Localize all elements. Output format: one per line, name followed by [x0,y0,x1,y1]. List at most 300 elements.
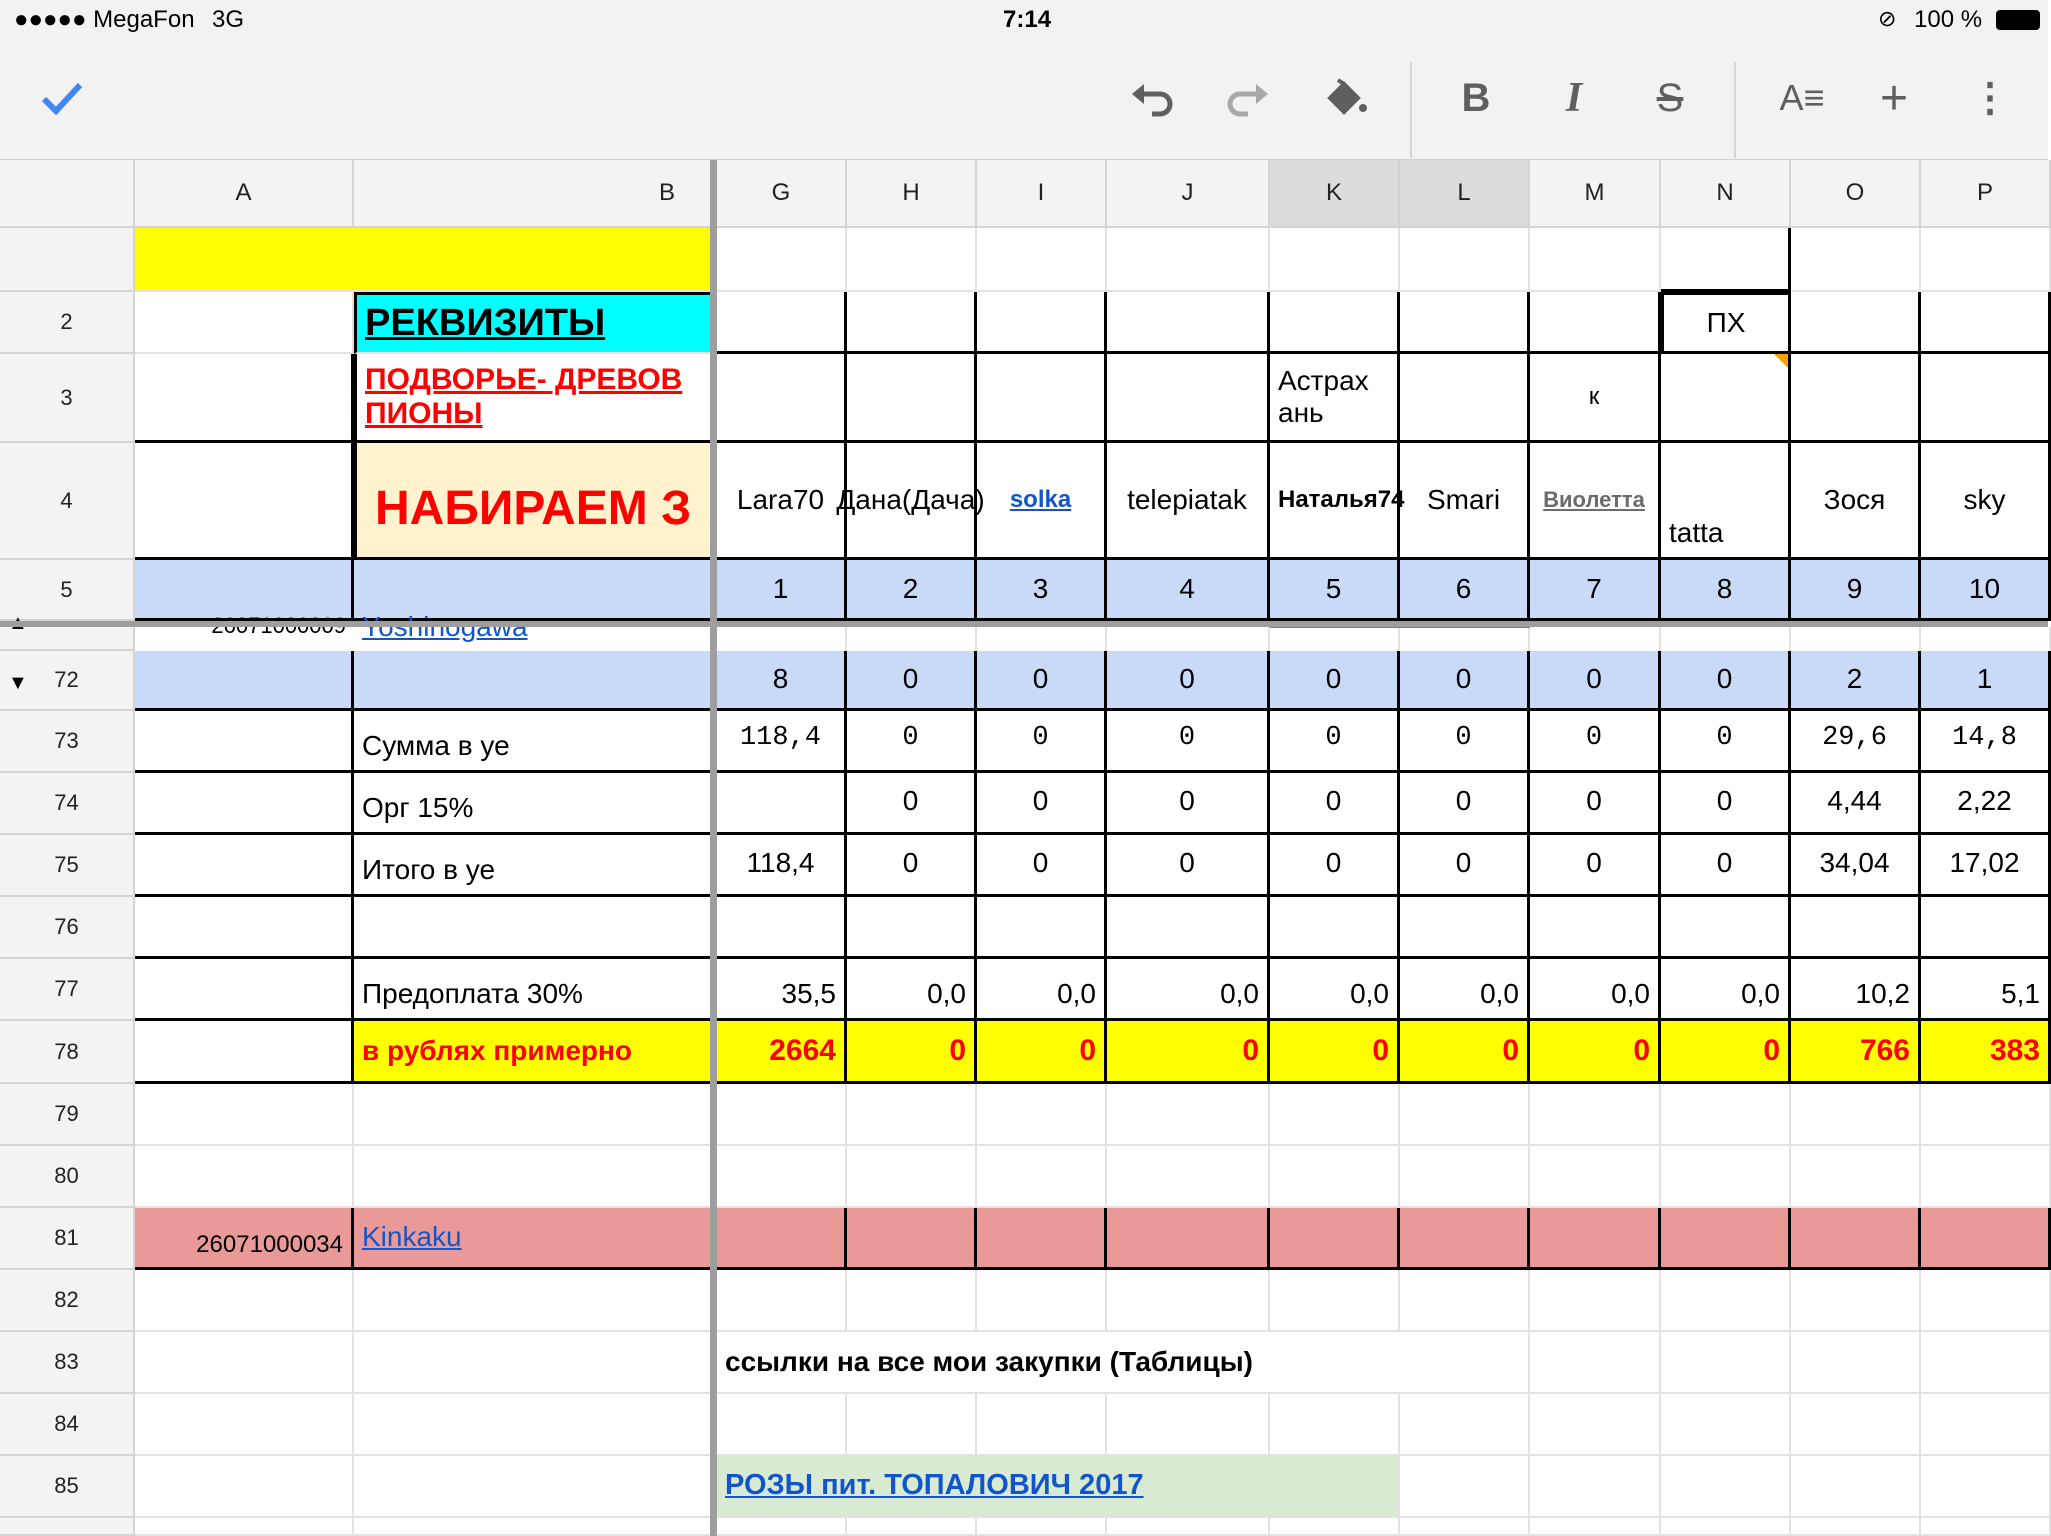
partial-cell[interactable] [717,627,847,651]
r82-cell[interactable] [717,1270,847,1332]
value-r77-text: 0,0 [1741,977,1780,1009]
r86-cell[interactable] [1400,1518,1530,1536]
rubles-value[interactable] [1530,1021,1661,1084]
r80-cell[interactable] [1661,1146,1791,1208]
rubles-value[interactable] [1661,1021,1791,1084]
value-r74[interactable] [1400,773,1530,835]
partial-cell[interactable] [1791,627,1921,651]
participant-7[interactable] [1530,443,1661,560]
r76-cell[interactable] [1921,897,2051,959]
value-r77[interactable] [977,959,1107,1021]
value-r73[interactable] [1661,711,1791,773]
r79-cell[interactable] [135,1084,354,1146]
r81-cell[interactable] [1791,1208,1921,1270]
r81-cell[interactable] [1270,1208,1400,1270]
r2-cell[interactable] [1791,292,1921,354]
a5-cell[interactable] [135,560,354,621]
r80-cell[interactable] [717,1146,847,1208]
value-r73[interactable] [1530,711,1661,773]
r76-cell[interactable] [1400,897,1530,959]
value-r75[interactable] [1921,835,2051,897]
participant-6-text: Smari [1426,483,1501,515]
value-r74[interactable] [1661,773,1791,835]
value-r75[interactable] [1400,835,1530,897]
r84-cell[interactable] [977,1394,1107,1456]
r79-cell[interactable] [1270,1084,1400,1146]
rubles-value-text: 2664 [769,1033,836,1067]
m3-cell[interactable] [1530,354,1661,443]
spreadsheet-grid[interactable] [0,160,2048,1536]
r82-cell[interactable] [1791,1270,1921,1332]
row-header-r74[interactable] [0,773,135,835]
r1-cell[interactable] [717,228,847,292]
count-cell[interactable] [1270,651,1400,711]
count-cell[interactable] [1661,651,1791,711]
value-r75[interactable] [977,835,1107,897]
r81-cell[interactable] [1921,1208,2051,1270]
row-header-r4[interactable] [0,443,135,560]
column-header-B[interactable] [354,160,717,228]
r82-cell[interactable] [354,1270,717,1332]
value-r75[interactable] [1107,835,1270,897]
value-r74[interactable] [977,773,1107,835]
r85-cell[interactable] [1400,1456,1530,1518]
participant-10[interactable] [1921,443,2051,560]
r1-cell[interactable] [1791,228,1921,292]
value-r74[interactable] [1921,773,2051,835]
rubles-value[interactable] [1791,1021,1921,1084]
value-r75[interactable] [1530,835,1661,897]
r3-cell[interactable] [1400,354,1530,443]
r1-cell[interactable] [1921,228,2051,292]
r82-cell[interactable] [1661,1270,1791,1332]
value-r74-text: 4,44 [1827,785,1882,816]
participant-8[interactable] [1661,443,1791,560]
count-cell[interactable] [1400,651,1530,711]
column-header-N[interactable] [1661,160,1791,228]
row-header-r2[interactable] [0,292,135,354]
r86-cell[interactable] [135,1518,354,1536]
r86-cell[interactable] [977,1518,1107,1536]
row-header-r86[interactable] [0,1518,135,1536]
label-r75[interactable] [354,835,717,897]
r79-cell[interactable] [977,1084,1107,1146]
row-header-r1[interactable] [0,228,135,292]
partial-cell[interactable] [1661,627,1791,651]
r84-cell[interactable] [1530,1394,1661,1456]
participant-number[interactable] [1791,560,1921,621]
participant-number[interactable] [1530,560,1661,621]
participant-number[interactable] [1661,560,1791,621]
r79-cell[interactable] [1107,1084,1270,1146]
participant-number[interactable] [1400,560,1530,621]
row-header-r77[interactable] [0,959,135,1021]
row-header-r81[interactable] [0,1208,135,1270]
r80-cell[interactable] [1400,1146,1530,1208]
r82-cell[interactable] [1107,1270,1270,1332]
r79-cell[interactable] [717,1084,847,1146]
value-r73[interactable] [1791,711,1921,773]
count-cell[interactable] [977,651,1107,711]
rubles-value-text: 0 [949,1033,966,1067]
column-header-P[interactable] [1921,160,2051,228]
value-r74[interactable] [1270,773,1400,835]
r80-cell[interactable] [135,1146,354,1208]
row-header-r79[interactable] [0,1084,135,1146]
r76-cell[interactable] [1270,897,1400,959]
r76-cell[interactable] [847,897,977,959]
row-header-r83[interactable] [0,1332,135,1394]
value-r77[interactable] [1530,959,1661,1021]
column-header-I[interactable] [977,160,1107,228]
r76-cell[interactable] [135,897,354,959]
r2-cell[interactable] [1921,292,2051,354]
r3-cell[interactable] [1791,354,1921,443]
r79-cell[interactable] [847,1084,977,1146]
r76-cell[interactable] [1530,897,1661,959]
value-r77-text: 5,1 [2001,977,2040,1009]
r85-cell[interactable] [1921,1456,2051,1518]
r2-cell[interactable] [1107,292,1270,354]
participant-2[interactable] [836,443,985,560]
r80-cell[interactable] [1107,1146,1270,1208]
row-header-r3[interactable] [0,354,135,443]
r84-cell[interactable] [1270,1394,1400,1456]
r2-cell[interactable] [847,292,977,354]
count-cell[interactable] [1530,651,1661,711]
k3-text: Астрах [1278,364,1369,396]
bold-button[interactable]: B [1461,75,1491,120]
r3-cell[interactable] [847,354,977,443]
article-code[interactable] [135,1208,354,1270]
value-r73[interactable] [717,711,847,773]
r86-cell[interactable] [717,1518,847,1536]
row-header-r82[interactable] [0,1270,135,1332]
r85-cell[interactable] [1791,1456,1921,1518]
r80-cell[interactable] [1530,1146,1661,1208]
r79-cell[interactable] [354,1084,717,1146]
r76-cell[interactable] [354,897,717,959]
r84-cell[interactable] [1400,1394,1530,1456]
partial-code[interactable] [135,613,354,651]
a78-cell[interactable] [135,1021,354,1084]
r82-cell[interactable] [135,1270,354,1332]
row-header-r73[interactable] [0,711,135,773]
r2-cell[interactable] [1530,292,1661,354]
requisites-heading[interactable] [354,292,717,354]
rubles-value[interactable] [847,1021,977,1084]
r82-cell[interactable] [1530,1270,1661,1332]
value-r74[interactable] [847,773,977,835]
r76-cell[interactable] [1791,897,1921,959]
partial-cell[interactable] [1107,627,1270,651]
a-r77[interactable] [135,959,354,1021]
r80-cell[interactable] [1270,1146,1400,1208]
row-header-r3-text: 3 [60,384,73,410]
value-r73[interactable] [1921,711,2051,773]
r3-cell[interactable] [1921,354,2051,443]
a83-cell[interactable] [135,1332,354,1394]
r2-cell[interactable] [717,292,847,354]
value-r77[interactable] [1400,959,1530,1021]
rubles-value[interactable] [977,1021,1107,1084]
r79-cell[interactable] [1661,1084,1791,1146]
r79-cell[interactable] [1791,1084,1921,1146]
column-header-A[interactable] [135,160,354,228]
value-r74[interactable] [1107,773,1270,835]
participant-number[interactable] [1921,560,2051,621]
value-r75[interactable] [1661,835,1791,897]
value-r77[interactable] [717,959,847,1021]
value-r75[interactable] [717,835,847,897]
participant-number[interactable] [1107,560,1270,621]
r84-cell[interactable] [1921,1394,2051,1456]
kinkaku-link[interactable] [354,1208,717,1270]
partial-cell[interactable] [1270,627,1400,651]
column-header-J[interactable] [1107,160,1270,228]
value-r75[interactable] [1791,835,1921,897]
r85-cell[interactable] [1661,1456,1791,1518]
r86-cell[interactable] [847,1518,977,1536]
undo-icon[interactable] [1112,58,1192,138]
r1-cell[interactable] [1661,228,1791,292]
participant-number[interactable] [717,560,847,621]
r76-cell[interactable] [977,897,1107,959]
purchases-links-caption[interactable] [717,1332,1530,1394]
column-header-L[interactable] [1400,160,1530,228]
r81-cell[interactable] [1400,1208,1530,1270]
r83-cell[interactable] [1791,1332,1921,1394]
a2-cell[interactable] [135,292,354,354]
partial-link[interactable] [354,611,717,651]
r84-cell[interactable] [135,1394,354,1456]
r86-cell[interactable] [1530,1518,1661,1536]
r79-cell[interactable] [1921,1084,2051,1146]
r2-cell[interactable] [1400,292,1530,354]
participant-3[interactable] [977,443,1107,560]
r1-cell[interactable] [1270,228,1400,292]
partial-cell[interactable] [847,627,977,651]
a72-cell[interactable] [135,651,354,711]
value-r77[interactable] [1107,959,1270,1021]
more-options-icon[interactable]: ⋮ [1970,76,2010,120]
label-r73[interactable] [354,711,717,773]
count-cell[interactable] [1921,651,2051,711]
value-r73[interactable] [847,711,977,773]
r84-cell[interactable] [1791,1394,1921,1456]
row-header-r80[interactable] [0,1146,135,1208]
participant-9[interactable] [1791,443,1921,560]
frozen-row-divider[interactable] [0,621,2048,627]
comment-indicator[interactable] [1774,354,1788,368]
count-cell-text: 0 [1586,663,1602,695]
fill-color-icon[interactable] [1306,58,1386,138]
column-header-H[interactable] [847,160,977,228]
r81-cell[interactable] [717,1208,847,1270]
strikethrough-button[interactable]: S [1656,75,1684,120]
participant-6[interactable] [1400,443,1530,560]
value-r73[interactable] [1400,711,1530,773]
text-format-icon[interactable]: A≡ [1779,77,1825,118]
a-r75[interactable] [135,835,354,897]
r84-cell[interactable] [717,1394,847,1456]
r81-cell[interactable] [1107,1208,1270,1270]
r86-cell[interactable] [1791,1518,1921,1536]
r82-cell[interactable] [1270,1270,1400,1332]
supplier-title[interactable] [354,354,717,443]
participant-number[interactable] [847,560,977,621]
row-header-r84[interactable] [0,1394,135,1456]
r82-cell[interactable] [1400,1270,1530,1332]
r2-cell[interactable] [977,292,1107,354]
n3-cell[interactable] [1661,354,1791,443]
r84-cell[interactable] [1107,1394,1270,1456]
r81-cell[interactable] [847,1208,977,1270]
roses-link[interactable] [717,1456,1400,1518]
count-cell[interactable] [1791,651,1921,711]
r86-cell[interactable] [354,1518,717,1536]
r1-cell[interactable] [847,228,977,292]
b72-cell[interactable] [354,651,717,711]
r83-cell[interactable] [1530,1332,1661,1394]
value-r75[interactable] [847,835,977,897]
b85-cell[interactable] [354,1456,717,1518]
row-header-r76[interactable] [0,897,135,959]
row-header-r78[interactable] [0,1021,135,1084]
r3-cell[interactable] [1107,354,1270,443]
r1-cell[interactable] [1400,228,1530,292]
r81-cell[interactable] [1661,1208,1791,1270]
r1-cell[interactable] [1107,228,1270,292]
column-header-M[interactable] [1530,160,1661,228]
r83-cell[interactable] [1921,1332,2051,1394]
r86-cell[interactable] [1270,1518,1400,1536]
label-r77[interactable] [354,959,717,1021]
r80-cell[interactable] [1791,1146,1921,1208]
r85-cell[interactable] [1530,1456,1661,1518]
column-header-O[interactable] [1791,160,1921,228]
a3-cell[interactable] [135,354,354,443]
row-header-r75[interactable] [0,835,135,897]
r80-cell[interactable] [1921,1146,2051,1208]
value-r73[interactable] [1270,711,1400,773]
label-r74[interactable] [354,773,717,835]
participant-5[interactable] [1270,443,1405,560]
partial-cell[interactable] [1400,627,1530,651]
rubles-value[interactable] [1107,1021,1270,1084]
value-r74[interactable] [1791,773,1921,835]
r84-cell[interactable] [847,1394,977,1456]
rubles-value[interactable] [1270,1021,1400,1084]
participant-4[interactable] [1107,443,1270,560]
r2-cell[interactable] [1270,292,1400,354]
insert-button[interactable]: + [1879,71,1909,125]
column-header-G[interactable] [717,160,847,228]
rubles-value[interactable] [1400,1021,1530,1084]
a4-cell[interactable] [135,443,354,560]
r81-cell[interactable] [1530,1208,1661,1270]
banner-cell[interactable] [135,228,717,292]
a-r73[interactable] [135,711,354,773]
count-cell[interactable] [1107,651,1270,711]
participant-number[interactable] [977,560,1107,621]
k3-cell[interactable] [1270,354,1400,443]
value-r77[interactable] [1661,959,1791,1021]
collapse-down-icon[interactable]: ▼ [8,672,28,694]
r80-cell[interactable] [977,1146,1107,1208]
done-check-icon[interactable] [22,58,102,138]
count-cell[interactable] [847,651,977,711]
r84-cell[interactable] [354,1394,717,1456]
participant-1[interactable] [717,443,847,560]
recruiting-banner[interactable] [354,443,717,560]
value-r77[interactable] [1270,959,1400,1021]
r84-cell[interactable] [1661,1394,1791,1456]
rubles-value-text: 0 [1633,1033,1650,1067]
count-cell[interactable] [717,651,847,711]
r1-cell[interactable] [1530,228,1661,292]
r81-cell[interactable] [977,1208,1107,1270]
value-r77[interactable] [847,959,977,1021]
r80-cell[interactable] [847,1146,977,1208]
r76-cell[interactable] [1661,897,1791,959]
value-r77[interactable] [1791,959,1921,1021]
r79-cell[interactable] [1400,1084,1530,1146]
value-r73[interactable] [977,711,1107,773]
r80-cell[interactable] [354,1146,717,1208]
a-r74[interactable] [135,773,354,835]
italic-button[interactable]: I [1565,75,1583,121]
value-r77[interactable] [1921,959,2051,1021]
a85-cell[interactable] [135,1456,354,1518]
r3-cell[interactable] [977,354,1107,443]
value-r74-text: 0 [1032,785,1049,816]
value-r75[interactable] [1270,835,1400,897]
b83-cell[interactable] [354,1332,717,1394]
corner-cell[interactable] [0,160,135,228]
row-header-r85[interactable] [0,1456,135,1518]
value-r73[interactable] [1107,711,1270,773]
partial-cell[interactable] [1921,627,2051,651]
r83-cell[interactable] [1661,1332,1791,1394]
participant-number[interactable] [1270,560,1400,621]
value-r74[interactable] [1530,773,1661,835]
r82-cell[interactable] [1921,1270,2051,1332]
rubles-label[interactable] [354,1021,717,1084]
battery-level: 100 % [1914,6,1983,33]
r3-cell[interactable] [717,354,847,443]
value-r75-text: 0 [902,847,919,878]
rubles-value[interactable] [1921,1021,2051,1084]
r76-cell[interactable] [1107,897,1270,959]
r82-cell[interactable] [847,1270,977,1332]
partial-cell[interactable] [1530,627,1661,651]
partial-cell[interactable] [977,627,1107,651]
r82-cell[interactable] [977,1270,1107,1332]
r86-cell[interactable] [1661,1518,1791,1536]
r86-cell[interactable] [1107,1518,1270,1536]
r1-cell[interactable] [977,228,1107,292]
redo-icon[interactable] [1208,58,1288,138]
r76-cell[interactable] [717,897,847,959]
rubles-value[interactable] [717,1021,847,1084]
r86-cell[interactable] [1921,1518,2051,1536]
value-r74[interactable] [717,773,847,835]
column-header-K[interactable] [1270,160,1400,228]
n2-cell[interactable] [1661,292,1791,354]
frozen-column-divider[interactable] [710,160,717,1536]
r79-cell[interactable] [1530,1084,1661,1146]
